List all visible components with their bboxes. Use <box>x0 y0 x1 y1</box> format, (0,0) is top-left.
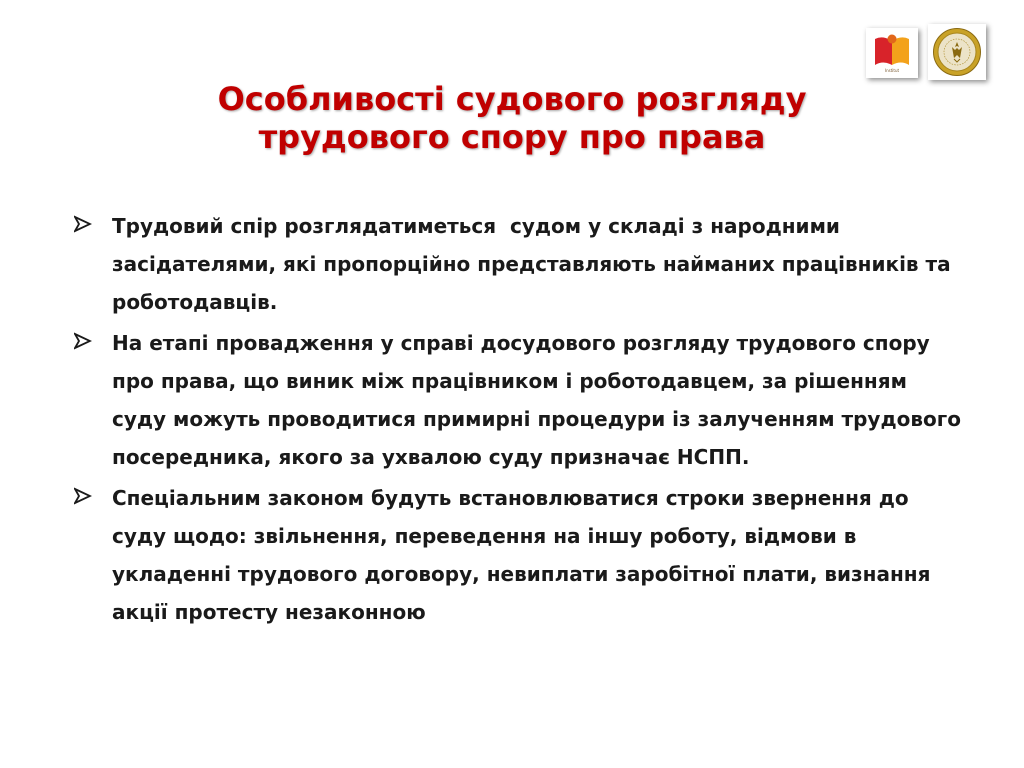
institute-logo <box>866 28 918 78</box>
institute-logo-caption: Institut <box>884 68 900 73</box>
bullet-item <box>72 324 967 476</box>
institute-logo-icon <box>873 33 911 67</box>
bullet-list <box>72 207 967 634</box>
arrow-bullet-icon <box>72 207 112 245</box>
coat-of-arms-seal <box>928 24 986 80</box>
bullet-item <box>72 479 967 631</box>
title-line-2: трудового спору про права <box>258 118 766 157</box>
slide-title <box>60 80 964 157</box>
bullet-item <box>72 207 967 321</box>
arrow-bullet-icon <box>72 479 112 517</box>
ukraine-coat-of-arms-seal-icon <box>932 27 982 77</box>
bullet-text: Спеціальним законом будуть встановлюватися строки звернення до суду щодо: звільнення, переведення на іншу роботу, відмови в укладенні трудового договору, невиплати заробітної плати, визнання акції протесту незаконною <box>112 486 938 624</box>
bullet-text: Трудовий спір розглядатиметься судом у складі з народними засідателями, які пропорційно представляють найманих працівників та роботодавців. <box>112 214 958 314</box>
title-line-1: Особливості судового розгляду <box>217 80 807 118</box>
bullet-text: На етапі провадження у справі досудового розгляду трудового спору про права, що виник між працівником і роботодавцем, за рішенням суду можуть проводитися примирні процедури із залученням трудового посередника, якого за ухвалою суду призначає НСПП. <box>112 331 968 469</box>
arrow-bullet-icon <box>72 324 112 362</box>
